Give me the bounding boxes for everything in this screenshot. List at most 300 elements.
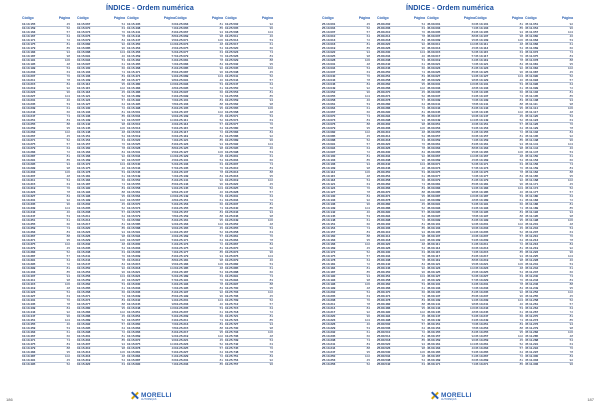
part-code: 10.15.483 xyxy=(127,86,141,90)
part-code: 45.00.077 xyxy=(427,174,441,178)
part-code: 25.10.085 xyxy=(322,134,336,138)
part-code: 10.15.645 xyxy=(127,302,141,306)
page-ref: 57 xyxy=(66,254,70,258)
page-ref: 66 xyxy=(219,314,223,318)
part-code: 25.10.016 xyxy=(322,42,336,46)
part-code: 10.25.664 xyxy=(225,238,239,242)
page-ref: 104 xyxy=(364,206,370,210)
page-ref: 106 xyxy=(419,126,425,130)
page-ref: 84 xyxy=(66,82,70,86)
part-code: 10.10.487 xyxy=(22,354,36,358)
part-code: 25.10.118 xyxy=(322,178,336,182)
part-code: 47.10.221 xyxy=(475,262,489,266)
part-code: 10.25.583 xyxy=(225,130,239,134)
part-code: 45.00.009 xyxy=(427,38,441,42)
part-code: 47.10.225 xyxy=(475,270,489,274)
part-code: 47.10.207 xyxy=(475,234,489,238)
page-ref: 72 xyxy=(219,354,223,358)
part-code: 25.10.088 xyxy=(322,138,336,142)
page-ref: 102 xyxy=(169,42,175,46)
part-code: 10.15.319 xyxy=(77,358,91,362)
page-ref: 85 xyxy=(269,94,273,98)
page-ref: 72 xyxy=(366,38,370,42)
page-ref: 83 xyxy=(66,230,70,234)
page-ref: 72 xyxy=(519,130,523,134)
part-code: 25.10.214 xyxy=(322,306,336,310)
part-code: 25.80.334 xyxy=(377,154,391,158)
part-code: 25.80.530 xyxy=(377,350,391,354)
page-ref: 94 xyxy=(519,254,523,258)
page-ref: 98 xyxy=(269,326,273,330)
part-code: 10.25.649 xyxy=(225,218,239,222)
page-ref: 74 xyxy=(171,362,175,366)
part-code: 47.10.193 xyxy=(475,206,489,210)
part-code: 25.80.298 xyxy=(377,118,391,122)
part-code: 45.00.073 xyxy=(427,166,441,170)
page-ref: 57 xyxy=(569,78,573,82)
part-code: 47.10.245 xyxy=(475,310,489,314)
part-code: 10.25.229 xyxy=(175,354,189,358)
page-ref: 57 xyxy=(366,254,370,258)
page-ref: 52 xyxy=(471,274,475,278)
part-code: 10.15.528 xyxy=(127,146,141,150)
page-ref: 52 xyxy=(219,230,223,234)
part-code: 47.10.105 xyxy=(475,30,489,34)
page-ref: 61 xyxy=(471,242,475,246)
part-code: 47.10.125 xyxy=(475,70,489,74)
part-code: 47.11.183 xyxy=(525,198,539,202)
part-code: 10.25.622 xyxy=(225,182,239,186)
page-ref: 72 xyxy=(269,198,273,202)
part-code: 45.00.161 xyxy=(427,342,441,346)
page-ref: 54 xyxy=(421,246,425,250)
part-code: 10.25.147 xyxy=(175,190,189,194)
index-row xyxy=(127,362,175,366)
part-code: 47.11.282 xyxy=(525,330,539,334)
part-code: 10.15.570 xyxy=(127,202,141,206)
column-header xyxy=(127,16,175,20)
part-code: 10.10.283 xyxy=(22,150,36,154)
part-code: 10.25.065 xyxy=(175,26,189,30)
page-ref: 83 xyxy=(569,166,573,170)
page-ref: 64 xyxy=(219,238,223,242)
page-ref: 48 xyxy=(219,266,223,270)
page-ref: 66 xyxy=(569,158,573,162)
page-ref: 84 xyxy=(366,194,370,198)
part-code: 10.10.159 xyxy=(22,26,36,30)
part-code: 10.15.672 xyxy=(127,338,141,342)
part-code: 47.10.227 xyxy=(475,274,489,278)
page-ref: 96 xyxy=(471,226,475,230)
page-ref: 63 xyxy=(421,138,425,142)
page-ref: 64 xyxy=(121,102,125,106)
part-code: 10.10.471 xyxy=(22,338,36,342)
page-ref: 48 xyxy=(171,198,175,202)
part-code: 47.10.243 xyxy=(475,306,489,310)
part-code: 45.00.107 xyxy=(427,234,441,238)
part-code: 25.80.222 xyxy=(377,42,391,46)
page-ref: 106 xyxy=(567,106,573,110)
page-ref: 83 xyxy=(171,142,175,146)
part-code: 10.25.559 xyxy=(225,98,239,102)
page-ref: 53 xyxy=(121,58,125,62)
part-code: 47.11.261 xyxy=(525,302,539,306)
part-code: 10.25.105 xyxy=(175,106,189,110)
part-code: 10.15.199 xyxy=(77,198,91,202)
part-code: 10.15.681 xyxy=(127,350,141,354)
part-code: 25.10.145 xyxy=(322,214,336,218)
part-code: 10.15.154 xyxy=(77,138,91,142)
part-code: 25.80.346 xyxy=(377,166,391,170)
page-ref: 95 xyxy=(269,286,273,290)
page-ref: 61 xyxy=(366,218,370,222)
page-ref: 53 xyxy=(421,282,425,286)
page-ref: 46 xyxy=(171,346,175,350)
part-code: 10.25.595 xyxy=(225,146,239,150)
page-ref: 64 xyxy=(421,326,425,330)
part-code: 10.25.155 xyxy=(175,206,189,210)
part-code: 45.00.115 xyxy=(427,250,441,254)
page-ref: 94 xyxy=(471,186,475,190)
page-ref: 54 xyxy=(471,314,475,318)
part-code: 10.25.634 xyxy=(225,198,239,202)
part-code: 10.15.642 xyxy=(127,298,141,302)
part-code: 47.10.111 xyxy=(475,42,489,46)
part-code: 25.80.282 xyxy=(377,102,391,106)
page-ref: 104 xyxy=(364,318,370,322)
part-code: 10.15.660 xyxy=(127,322,141,326)
page-ref: 52 xyxy=(569,298,573,302)
part-code: 25.80.342 xyxy=(377,162,391,166)
part-code: 47.11.144 xyxy=(525,146,539,150)
page-ref: 92 xyxy=(66,86,70,90)
page-ref: 85 xyxy=(171,294,175,298)
page-ref: 48 xyxy=(366,286,370,290)
page-ref: 48 xyxy=(171,86,175,90)
page-ref: 72 xyxy=(519,242,523,246)
page-ref: 96 xyxy=(121,270,125,274)
part-code: 10.25.189 xyxy=(175,274,189,278)
part-code: 10.15.268 xyxy=(77,290,91,294)
page-ref: 98 xyxy=(171,78,175,82)
page-ref: 88 xyxy=(519,102,523,106)
part-code: 10.15.202 xyxy=(77,202,91,206)
part-code: 25.80.462 xyxy=(377,282,391,286)
page-ref: 83 xyxy=(219,210,223,214)
page-ref: 57 xyxy=(421,98,425,102)
brand-name: MORELLI xyxy=(141,391,172,399)
part-code: 10.15.612 xyxy=(127,258,141,262)
page-ref: 98 xyxy=(171,190,175,194)
part-code: 25.10.133 xyxy=(322,198,336,202)
page-ref: 95 xyxy=(269,62,273,66)
page-ref: 106 xyxy=(169,306,175,310)
part-code: 45.00.017 xyxy=(427,54,441,58)
part-code: 25.10.079 xyxy=(322,126,336,130)
part-code: 47.11.258 xyxy=(525,298,539,302)
part-code: 10.15.621 xyxy=(127,270,141,274)
part-code: 10.25.553 xyxy=(225,90,239,94)
part-code: 47.10.101 xyxy=(475,22,489,26)
index-row xyxy=(77,362,125,366)
page-ref: 64 xyxy=(269,194,273,198)
part-code: 10.15.585 xyxy=(127,222,141,226)
part-code: 10.25.586 xyxy=(225,134,239,138)
part-code: 47.11.120 xyxy=(525,114,539,118)
part-code: 10.15.480 xyxy=(127,82,141,86)
part-code: 45.00.055 xyxy=(427,130,441,134)
part-code: 47.11.306 xyxy=(525,362,539,366)
page-ref: 52 xyxy=(66,138,70,142)
part-code: 25.80.294 xyxy=(377,114,391,118)
part-code: 25.10.040 xyxy=(322,74,336,78)
page-ref: 84 xyxy=(569,354,573,358)
part-code: 10.15.594 xyxy=(127,234,141,238)
part-code: 25.10.031 xyxy=(322,62,336,66)
page-ref: 61 xyxy=(471,130,475,134)
part-code: 25.10.034 xyxy=(322,66,336,70)
column-header-page: Página xyxy=(163,16,175,20)
part-code: 47.11.177 xyxy=(525,190,539,194)
page-ref: 102 xyxy=(169,154,175,158)
page-ref: 70 xyxy=(519,278,523,282)
part-code: 10.15.079 xyxy=(77,38,91,42)
page-ref: 88 xyxy=(66,122,70,126)
page-ref: 48 xyxy=(219,154,223,158)
part-code: 10.15.441 xyxy=(127,30,141,34)
page-ref: 48 xyxy=(421,242,425,246)
page-ref: 104 xyxy=(217,298,223,302)
page-ref: 78 xyxy=(269,350,273,354)
part-code: 45.00.089 xyxy=(427,198,441,202)
page-ref: 54 xyxy=(66,178,70,182)
page-ref: 46 xyxy=(121,54,125,58)
part-code: 25.80.422 xyxy=(377,242,391,246)
page-ref: 94 xyxy=(269,98,273,102)
page-ref: 57 xyxy=(219,122,223,126)
part-code: 25.10.139 xyxy=(322,206,336,210)
part-code: 45.00.111 xyxy=(427,242,441,246)
part-code: 10.25.604 xyxy=(225,158,239,162)
part-code: 25.80.478 xyxy=(377,298,391,302)
part-code: 45.00.141 xyxy=(427,302,441,306)
page-ref: 61 xyxy=(219,198,223,202)
part-code: 47.11.174 xyxy=(525,186,539,190)
page-ref: 84 xyxy=(471,106,475,110)
part-code: 10.15.262 xyxy=(77,282,91,286)
part-code: 25.10.103 xyxy=(322,158,336,162)
part-code: 10.25.211 xyxy=(175,318,189,322)
page-ref: 95 xyxy=(66,350,70,354)
part-code: 47.10.109 xyxy=(475,38,489,42)
index-row xyxy=(225,362,273,366)
part-code: 10.10.423 xyxy=(22,290,36,294)
page-ref: 96 xyxy=(569,26,573,30)
page-ref: 63 xyxy=(66,182,70,186)
page-ref: 61 xyxy=(269,42,273,46)
column-header xyxy=(22,16,70,20)
page-ref: 72 xyxy=(219,242,223,246)
page-ref: 52 xyxy=(519,342,523,346)
page-ref: 88 xyxy=(471,146,475,150)
part-code: 10.15.121 xyxy=(77,94,91,98)
part-code: 45.00.165 xyxy=(427,350,441,354)
part-code: 10.25.209 xyxy=(175,314,189,318)
page-ref: 61 xyxy=(366,106,370,110)
page-title: ÍNDICE - Ordem numérica xyxy=(106,5,194,12)
part-code: 10.15.546 xyxy=(127,170,141,174)
part-code: 10.15.540 xyxy=(127,162,141,166)
part-code: 10.15.082 xyxy=(77,42,91,46)
part-code: 45.00.057 xyxy=(427,134,441,138)
part-code: 10.25.119 xyxy=(175,134,189,138)
page-ref: 64 xyxy=(366,146,370,150)
part-code: 10.25.541 xyxy=(225,74,239,78)
page-ref: 81 xyxy=(519,358,523,362)
part-code: 10.15.489 xyxy=(127,94,141,98)
page-ref: 96 xyxy=(269,362,273,366)
part-code: 47.11.063 xyxy=(525,38,539,42)
part-code: 10.15.250 xyxy=(77,266,91,270)
page-ref: 106 xyxy=(119,238,125,242)
part-code: 25.10.181 xyxy=(322,262,336,266)
part-code: 25.80.382 xyxy=(377,202,391,206)
part-code: 47.10.217 xyxy=(475,254,489,258)
part-code: 47.10.179 xyxy=(475,178,489,182)
page-ref: 48 xyxy=(519,266,523,270)
part-code: 10.10.155 xyxy=(22,22,36,26)
page-ref: 61 xyxy=(121,62,125,66)
part-code: 10.15.280 xyxy=(77,306,91,310)
part-code: 25.80.286 xyxy=(377,106,391,110)
page-ref: 66 xyxy=(421,66,425,70)
part-code: 45.00.159 xyxy=(427,338,441,342)
column-header-code: Código xyxy=(525,16,537,20)
part-code: 10.25.103 xyxy=(175,102,189,106)
part-code: 47.11.051 xyxy=(525,22,539,26)
page-ref: 98 xyxy=(421,234,425,238)
page-ref: 98 xyxy=(269,102,273,106)
page-ref: 84 xyxy=(121,150,125,154)
part-code: 10.25.718 xyxy=(225,310,239,314)
page-ref: 53 xyxy=(421,58,425,62)
part-code: 25.10.010 xyxy=(322,34,336,38)
page-ref: 66 xyxy=(66,222,70,226)
part-code: 10.25.173 xyxy=(175,242,189,246)
page-ref: 53 xyxy=(569,150,573,154)
page-ref: 95 xyxy=(519,330,523,334)
part-code: 10.25.703 xyxy=(225,290,239,294)
part-code: 10.25.682 xyxy=(225,262,239,266)
part-code: 25.80.246 xyxy=(377,66,391,70)
page-ref: 96 xyxy=(471,338,475,342)
part-code: 10.15.651 xyxy=(127,310,141,314)
page-ref: 57 xyxy=(121,322,125,326)
part-code: 45.00.039 xyxy=(427,98,441,102)
part-code: 10.15.567 xyxy=(127,198,141,202)
part-code: 10.10.223 xyxy=(22,90,36,94)
part-code: 47.11.057 xyxy=(525,30,539,34)
page-ref: 46 xyxy=(366,322,370,326)
part-code: 10.15.259 xyxy=(77,278,91,282)
part-code: 10.25.538 xyxy=(225,70,239,74)
page-ref: 53 xyxy=(471,350,475,354)
page-ref: 84 xyxy=(121,38,125,42)
part-code: 10.15.244 xyxy=(77,258,91,262)
part-code: 47.11.234 xyxy=(525,266,539,270)
page-ref: 96 xyxy=(421,46,425,50)
part-code: 47.10.201 xyxy=(475,222,489,226)
part-code: 25.80.418 xyxy=(377,238,391,242)
part-code: 10.25.535 xyxy=(225,66,239,70)
part-code: 10.25.089 xyxy=(175,74,189,78)
page-ref: 53 xyxy=(269,262,273,266)
part-code: 10.10.363 xyxy=(22,230,36,234)
page-ref: 45 xyxy=(171,158,175,162)
part-code: 45.00.053 xyxy=(427,126,441,130)
page-ref: 102 xyxy=(364,242,370,246)
part-code: 10.25.748 xyxy=(225,350,239,354)
part-code: 47.10.153 xyxy=(475,126,489,130)
page-ref: 78 xyxy=(569,238,573,242)
part-code: 47.10.219 xyxy=(475,258,489,262)
column-header-page: Página xyxy=(358,16,370,20)
part-code: 25.10.049 xyxy=(322,86,336,90)
part-code: 47.11.156 xyxy=(525,162,539,166)
part-code: 47.10.257 xyxy=(475,334,489,338)
page-ref: 104 xyxy=(469,118,475,122)
part-code: 10.15.238 xyxy=(77,250,91,254)
page-ref: 52 xyxy=(269,186,273,190)
page-ref: 64 xyxy=(366,258,370,262)
page-ref: 74 xyxy=(569,162,573,166)
part-code: 47.10.145 xyxy=(475,110,489,114)
part-code: 10.10.347 xyxy=(22,214,36,218)
part-code: 10.15.106 xyxy=(77,74,91,78)
part-code: 10.15.145 xyxy=(77,126,91,130)
page-ref: 83 xyxy=(66,342,70,346)
part-code: 45.00.081 xyxy=(427,182,441,186)
part-code: 47.11.111 xyxy=(525,102,538,106)
part-code: 10.25.610 xyxy=(225,166,239,170)
page-ref: 104 xyxy=(567,142,573,146)
part-code: 10.25.063 xyxy=(175,22,189,26)
part-code: 25.80.302 xyxy=(377,122,391,126)
part-code: 25.80.498 xyxy=(377,318,391,322)
page-ref: 94 xyxy=(121,230,125,234)
part-code: 25.80.538 xyxy=(377,358,391,362)
page-ref: 85 xyxy=(121,226,125,230)
page-ref: 95 xyxy=(171,262,175,266)
part-code: 25.10.043 xyxy=(322,78,336,82)
page-ref: 85 xyxy=(219,250,223,254)
part-code: 47.11.222 xyxy=(525,250,539,254)
page-ref: 104 xyxy=(517,186,523,190)
part-code: 47.11.219 xyxy=(525,246,539,250)
page-ref: 104 xyxy=(567,30,573,34)
page-ref: 88 xyxy=(366,122,370,126)
page-ref: 85 xyxy=(519,250,523,254)
part-code: 10.25.219 xyxy=(175,334,189,338)
part-code: 47.10.237 xyxy=(475,294,489,298)
part-code: 25.80.318 xyxy=(377,138,391,142)
part-code: 10.25.511 xyxy=(225,34,239,38)
part-code: 10.25.113 xyxy=(175,122,189,126)
part-code: 10.10.291 xyxy=(22,158,36,162)
page-ref: 74 xyxy=(66,338,70,342)
part-code: 10.15.444 xyxy=(127,34,141,38)
page-ref: 104 xyxy=(64,94,70,98)
